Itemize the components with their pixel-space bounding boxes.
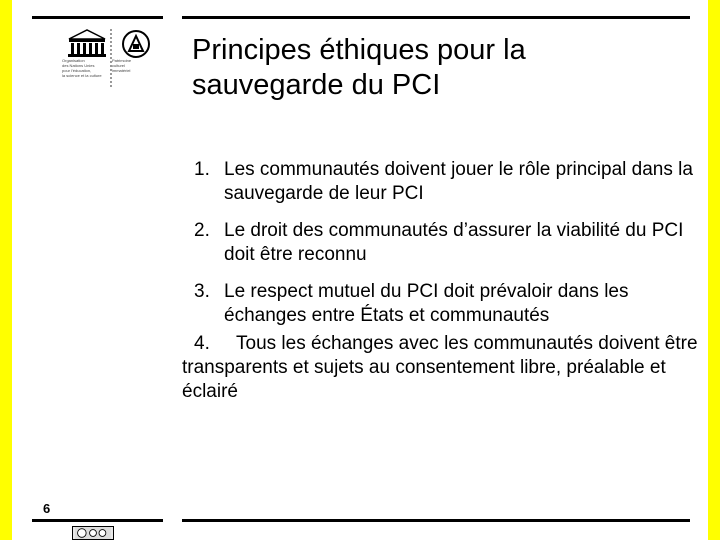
item-text: Le respect mutuel du PCI doit prévaloir dans les échanges entre États et communautés (224, 281, 629, 326)
creative-commons-icon (72, 526, 114, 540)
bottom-rule-left (32, 519, 163, 522)
ich-org-text: Patrimoine culturel immatériel (112, 58, 132, 73)
page-number: 6 (43, 501, 51, 516)
slide (12, 0, 708, 540)
item-number: 1. (194, 159, 210, 180)
item-number: 4. (194, 333, 210, 354)
list-item (182, 280, 712, 328)
top-rule-right (182, 16, 690, 19)
item-text: Tous les échanges avec les communautés doivent être transparents et sujets au consentement libre, préalable et éclairé (182, 333, 698, 402)
bottom-rule-right (182, 519, 690, 522)
list-item (182, 332, 712, 404)
top-rule-left (32, 16, 163, 19)
item-number: 3. (194, 281, 210, 302)
item-number: 2. (194, 220, 210, 241)
item-text: Le droit des communautés d’assurer la viabilité du PCI doit être reconnu (224, 220, 684, 265)
unesco-org-text: Organisation des Nations Unies pour l'éducation, la science et la culture (62, 58, 102, 78)
page-title: Principes éthiques pour la sauvegarde du PCI (192, 34, 526, 101)
list-item (182, 219, 712, 267)
item-text: Les communautés doivent jouer le rôle principal dans la sauvegarde de leur PCI (224, 159, 693, 204)
list-item (182, 158, 712, 206)
principles-list (182, 158, 712, 417)
